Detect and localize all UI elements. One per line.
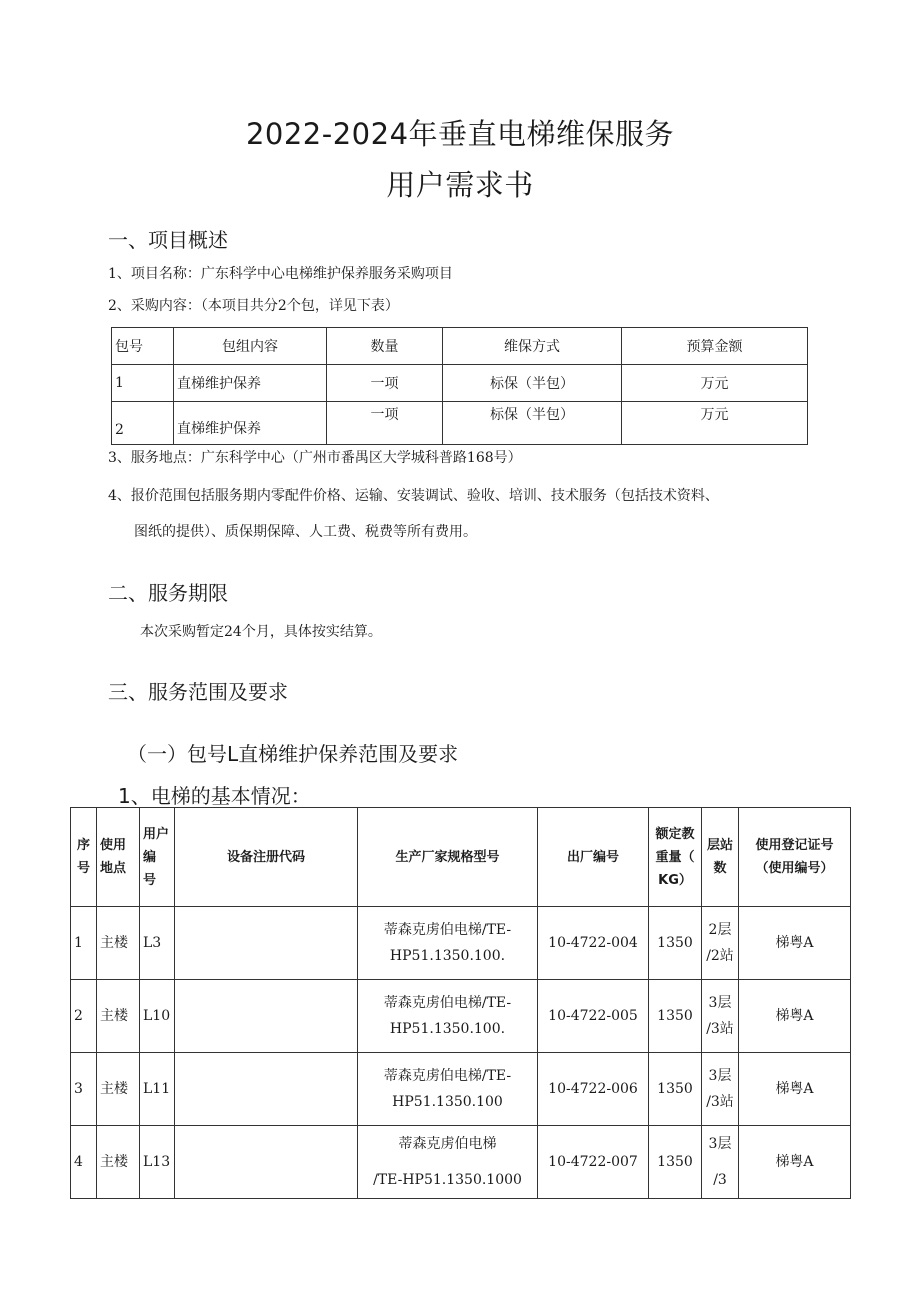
service-period-text: 本次采购暂定24个月，具体按实结算。 [140, 624, 382, 640]
table-row [71, 1053, 851, 1126]
table-cell: 万元 [622, 365, 808, 402]
col-header: 预算金额 [622, 328, 808, 365]
package-table-header [112, 328, 808, 365]
elevator-table [70, 807, 851, 1199]
section2-heading: 二、服务期限 [108, 581, 228, 605]
quote-scope-line2: 图纸的提供）、质保期保障、人工费、税费等所有费用。 [134, 524, 477, 540]
col-header-model: 生产厂家规格型号 [358, 808, 538, 907]
project-name: 1、项目名称：广东科学中心电梯维护保养服务采购项目 [108, 266, 453, 282]
table-row [71, 1126, 851, 1199]
cell-cert: 梯粤A [739, 907, 851, 980]
quote-scope-line1: 4、报价范围包括服务期内零配件价格、运输、安装调试、验收、培训、技术服务（包括技术资料、 [108, 488, 719, 504]
cell-factory-no: 10-4722-006 [538, 1053, 649, 1126]
table-row [71, 907, 851, 980]
table-row [71, 980, 851, 1053]
col-header-seq: 序 号 [71, 808, 97, 907]
cell-seq: 4 [71, 1126, 97, 1199]
table-cell: 标保（半包） [443, 365, 622, 402]
cell-load: 1350 [649, 980, 702, 1053]
col-header: 包号 [112, 328, 174, 365]
cell-location: 主楼 [97, 980, 140, 1053]
col-header-cert: 使用登记证号 （使用编号） [739, 808, 851, 907]
cell-cert: 梯粤A [739, 980, 851, 1053]
cell-load: 1350 [649, 907, 702, 980]
cell-seq: 2 [71, 980, 97, 1053]
table-cell: 标保（半包） [443, 402, 622, 445]
procurement-content: 2、采购内容：（本项目共分2个包，详见下表） [108, 298, 399, 314]
cell-floors: 2层 /2站 [702, 907, 739, 980]
table-row [112, 365, 808, 402]
cell-reg-code [175, 980, 358, 1053]
cell-reg-code [175, 1053, 358, 1126]
cell-reg-code [175, 1126, 358, 1199]
table-cell: 1 [112, 365, 174, 402]
col-header-factory-no: 出厂编号 [538, 808, 649, 907]
cell-floors: 3层 /3站 [702, 1053, 739, 1126]
table-cell: 一项 [327, 365, 443, 402]
cell-location: 主楼 [97, 1126, 140, 1199]
cell-location: 主楼 [97, 907, 140, 980]
cell-floors: 3层 /3 [702, 1126, 739, 1199]
cell-location: 主楼 [97, 1053, 140, 1126]
table-cell: 直梯维护保养 [174, 365, 327, 402]
cell-factory-no: 10-4722-005 [538, 980, 649, 1053]
elevator-table-header [71, 808, 851, 907]
cell-factory-no: 10-4722-007 [538, 1126, 649, 1199]
cell-model: 蒂森克虏伯电梯/TE- HP51.1350.100 [358, 1053, 538, 1126]
table-cell: 2 [112, 402, 174, 445]
cell-model: 蒂森克虏伯电梯/TE- HP51.1350.100. [358, 980, 538, 1053]
col-header: 维保方式 [443, 328, 622, 365]
col-header-location: 使用 地点 [97, 808, 140, 907]
cell-seq: 3 [71, 1053, 97, 1126]
col-header-reg-code: 设备注册代码 [175, 808, 358, 907]
cell-user-no: L11 [140, 1053, 175, 1126]
doc-title-line2: 用户需求书 [386, 168, 534, 202]
col-header: 包组内容 [174, 328, 327, 365]
cell-user-no: L10 [140, 980, 175, 1053]
table-cell: 直梯维护保养 [174, 402, 327, 445]
col-header: 数量 [327, 328, 443, 365]
cell-load: 1350 [649, 1053, 702, 1126]
elevator-basic-info-heading: 1、电梯的基本情况： [118, 784, 311, 808]
cell-floors: 3层 /3站 [702, 980, 739, 1053]
cell-seq: 1 [71, 907, 97, 980]
cell-reg-code [175, 907, 358, 980]
cell-cert: 梯粤A [739, 1126, 851, 1199]
col-header-floors: 层站 数 [702, 808, 739, 907]
cell-load: 1350 [649, 1126, 702, 1199]
col-header-load: 额定教 重量（ KG） [649, 808, 702, 907]
cell-factory-no: 10-4722-004 [538, 907, 649, 980]
table-cell: 万元 [622, 402, 808, 445]
cell-model: 蒂森克虏伯电梯 /TE-HP51.1350.1000 [358, 1126, 538, 1199]
service-location: 3、服务地点：广东科学中心（广州市番禺区大学城科普路168号） [108, 450, 522, 466]
table-cell: 一项 [327, 402, 443, 445]
package-table [111, 327, 808, 445]
section3-heading: 三、服务范围及要求 [108, 680, 288, 704]
col-header-user-no: 用户 编 号 [140, 808, 175, 907]
cell-user-no: L13 [140, 1126, 175, 1199]
doc-title-line1: 2022-2024年垂直电梯维保服务 [245, 117, 675, 151]
cell-cert: 梯粤A [739, 1053, 851, 1126]
section1-heading: 一、项目概述 [108, 228, 228, 252]
table-row [112, 402, 808, 445]
cell-model: 蒂森克虏伯电梯/TE- HP51.1350.100. [358, 907, 538, 980]
package-l-heading: （一）包号L直梯维护保养范围及要求 [127, 742, 459, 766]
cell-user-no: L3 [140, 907, 175, 980]
